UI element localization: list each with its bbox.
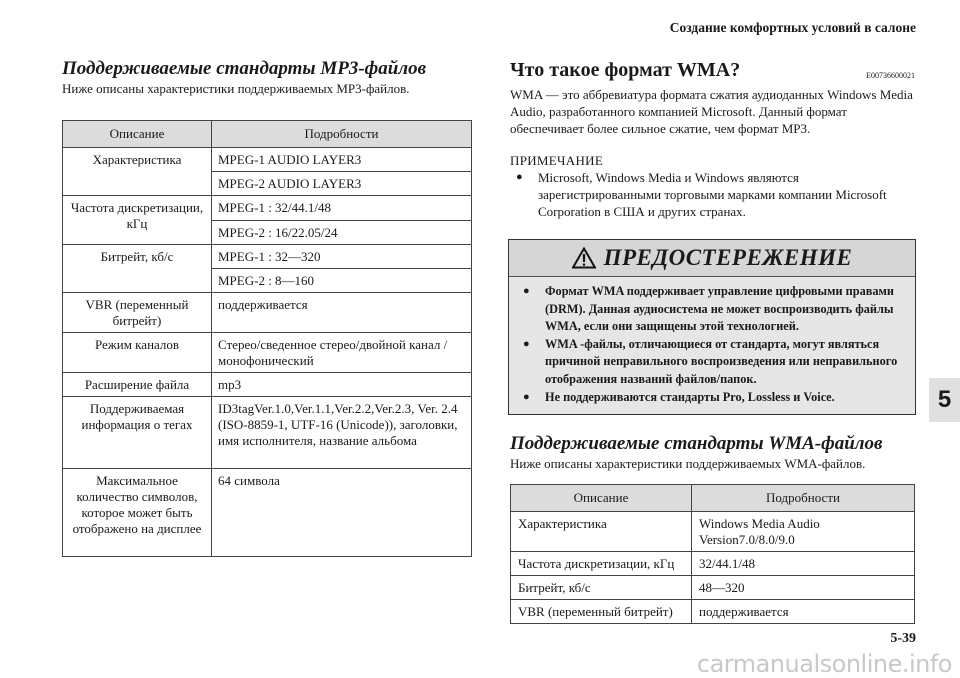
wma-info-title: Что такое формат WMA? <box>510 59 741 81</box>
mp3-row-detail: Стерео/сведенное стерео/двойной канал / монофонический <box>212 333 472 373</box>
table-row <box>511 552 915 576</box>
right-column <box>510 58 915 624</box>
mp3-header-description: Описание <box>63 121 212 148</box>
bullet-dot-icon: ● <box>516 171 523 183</box>
wma-header-details: Подробности <box>692 485 915 512</box>
mp3-row-desc: Расширение файла <box>63 373 212 397</box>
mp3-row-desc: Поддерживаемая информация о тегах <box>63 397 212 469</box>
running-header: Создание комфортных условий в салоне <box>669 20 916 35</box>
watermark: carmanualsonline.info <box>696 650 952 678</box>
bullet-dot-icon: ● <box>523 337 530 350</box>
warning-box <box>508 239 916 415</box>
table-row <box>63 333 472 373</box>
wma-spec-table <box>510 484 915 624</box>
wma-section-title: Поддерживаемые стандарты WMA-файлов <box>510 433 883 455</box>
table-row <box>63 397 472 469</box>
wma-row-detail: 32/44.1/48 <box>692 552 915 576</box>
table-row <box>63 196 472 221</box>
table-row <box>63 469 472 557</box>
wma-table-header <box>511 485 915 512</box>
table-row <box>63 148 472 172</box>
table-row <box>511 576 915 600</box>
wma-row-desc: Битрейт, кб/с <box>511 576 692 600</box>
mp3-row-detail: mp3 <box>212 373 472 397</box>
wma-section-intro: Ниже описаны характеристики поддерживаемых WMA-файлов. <box>510 456 866 472</box>
table-row <box>63 373 472 397</box>
warning-text: WMA -файлы, отличающиеся от стандарта, могут являться причиной неправильного воспроизведения или неправильного отображения названий файлов/папок. <box>545 336 898 386</box>
wma-row-desc: Характеристика <box>511 512 692 552</box>
wma-row-desc: VBR (переменный битрейт) <box>511 600 692 624</box>
warning-text: Формат WMA поддерживает управление цифровыми правами (DRM). Данная аудиосистема не может воспроизводить файлы WMA, если они защищены этой технологией. <box>545 284 894 334</box>
mp3-section-intro: Ниже описаны характеристики поддерживаемых MP3-файлов. <box>62 81 410 96</box>
wma-header-description: Описание <box>511 485 692 512</box>
mp3-row-detail: ID3tagVer.1.0,Ver.1.1,Ver.2.2,Ver.2.3, Ver. 2.4 (ISO-8859-1, UTF-16 (Unicode)), заголовки, имя исполнителя, название альбома <box>212 397 472 469</box>
warning-triangle-icon <box>572 247 596 269</box>
note-item <box>510 169 915 220</box>
table-row <box>63 245 472 269</box>
wma-row-desc: Частота дискретизации, кГц <box>511 552 692 576</box>
warning-title: ПРЕДОСТЕРЕЖЕНИЕ <box>603 245 853 270</box>
warning-item <box>515 389 905 407</box>
mp3-row-detail: MPEG-1 : 32/44.1/48 <box>212 196 472 221</box>
mp3-row-desc: Режим каналов <box>63 333 212 373</box>
note-text: Microsoft, Windows Media и Windows являются зарегистрированными торговыми марками компании Microsoft Corporation в США и других странах. <box>538 170 887 219</box>
bullet-dot-icon: ● <box>523 390 530 403</box>
wma-info-paragraph: WMA — это аббревиатура формата сжатия аудиоданных Windows Media Audio, разработанного компанией Microsoft. Данный формат обеспечивает более сильное сжатие, чем формат MP3. <box>510 87 913 136</box>
wma-row-detail: поддерживается <box>692 600 915 624</box>
mp3-row-detail: 64 символа <box>212 469 472 557</box>
left-column <box>62 58 472 557</box>
warning-item <box>515 283 905 336</box>
wma-standards-section <box>510 433 915 624</box>
note-label: ПРИМЕЧАНИЕ <box>510 153 604 168</box>
mp3-row-desc: VBR (переменный битрейт) <box>63 293 212 333</box>
chapter-tab: 5 <box>929 378 960 422</box>
wma-row-detail: Windows Media Audio Version7.0/8.0/9.0 <box>692 512 915 552</box>
mp3-spec-table <box>62 120 472 557</box>
mp3-row-desc: Частота дискретизации, кГц <box>63 196 212 245</box>
warning-text: Не поддерживаются стандарты Pro, Lossless и Voice. <box>545 389 835 404</box>
wma-row-detail: 48—320 <box>692 576 915 600</box>
document-code: E00736600021 <box>866 71 915 80</box>
table-row <box>63 293 472 333</box>
mp3-header-details: Подробности <box>212 121 472 148</box>
bullet-dot-icon: ● <box>523 285 530 297</box>
warning-item <box>515 336 905 389</box>
wma-info-header <box>510 58 915 82</box>
mp3-row-detail: MPEG-2 AUDIO LAYER3 <box>212 172 472 196</box>
mp3-row-detail: MPEG-2 : 8—160 <box>212 269 472 293</box>
mp3-row-detail: MPEG-1 AUDIO LAYER3 <box>212 148 472 172</box>
mp3-row-detail: MPEG-1 : 32—320 <box>212 245 472 269</box>
mp3-row-desc: Максимальное количество символов, которое может быть отображено на дисплее <box>63 469 212 557</box>
mp3-row-desc: Битрейт, кб/с <box>63 245 212 293</box>
mp3-row-detail: поддерживается <box>212 293 472 333</box>
mp3-row-detail: MPEG-2 : 16/22.05/24 <box>212 221 472 245</box>
page-number: 5-39 <box>890 631 916 646</box>
mp3-section-title: Поддерживаемые стандарты MP3-файлов <box>62 58 427 79</box>
table-row <box>511 600 915 624</box>
warning-header <box>509 240 915 277</box>
table-row <box>511 512 915 552</box>
mp3-row-desc: Характеристика <box>63 148 212 196</box>
mp3-table-header <box>63 121 472 148</box>
warning-body <box>509 277 915 414</box>
